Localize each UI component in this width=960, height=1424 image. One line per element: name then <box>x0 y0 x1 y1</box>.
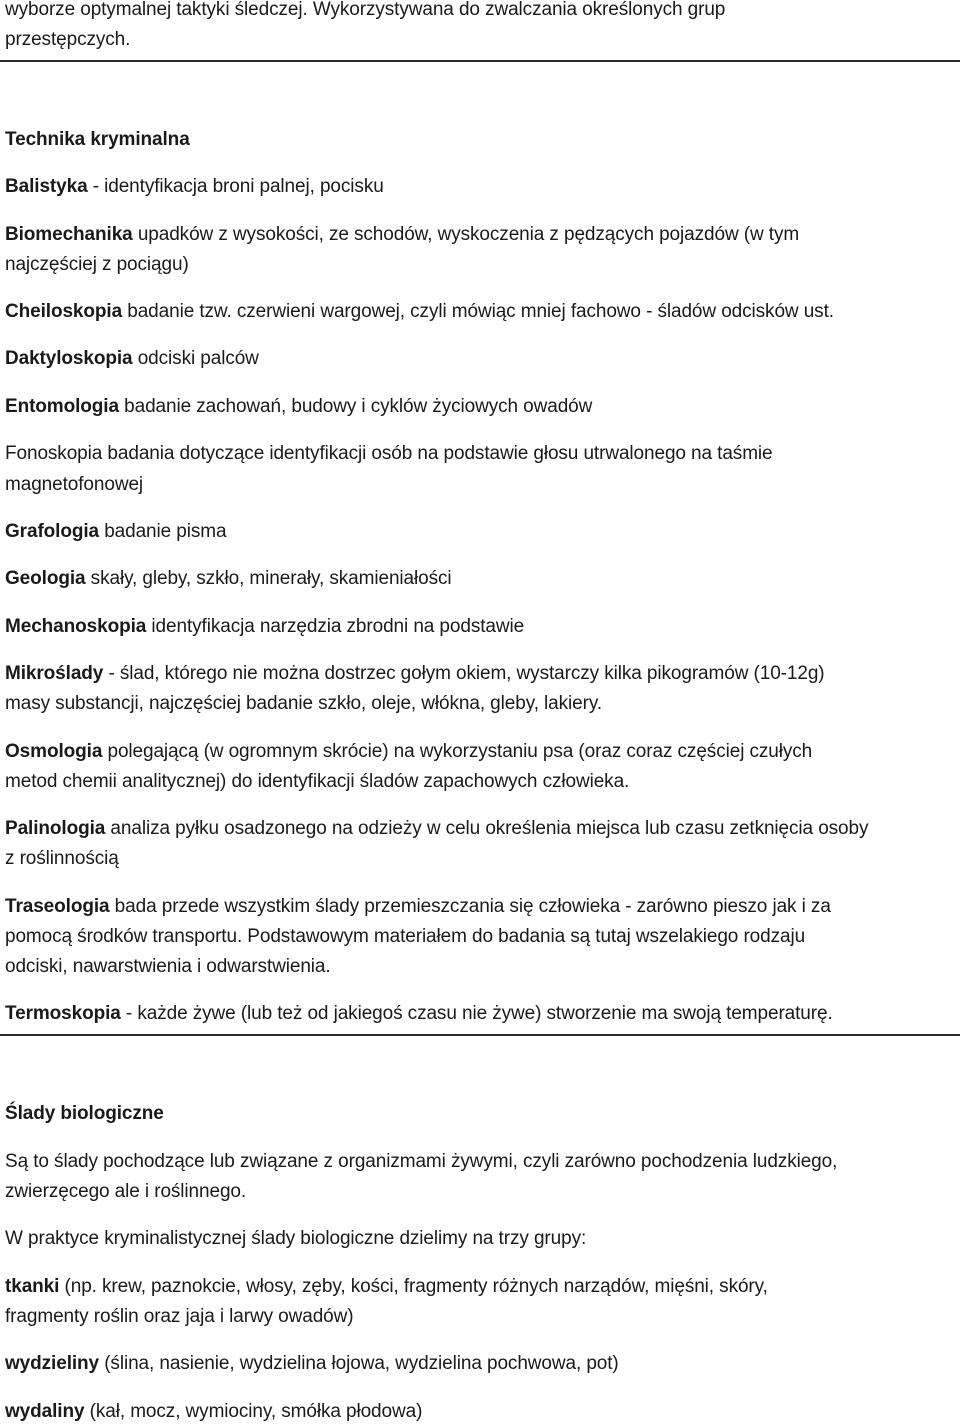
entry-biomechanika-cont: najczęściej z pociągu) <box>5 254 189 275</box>
entry-fonoskopia: Fonoskopia badania dotyczące identyfikacji osób na podstawie głosu utrwalonego na taśmie <box>5 443 773 464</box>
intro-line-1: wyborze optymalnej taktyki śledczej. Wykorzystywana do zwalczania określonych grup <box>5 0 726 20</box>
entry-biomechanika: Biomechanika upadków z wysokości, ze schodów, wyskoczenia z pędzących pojazdów (w tym <box>5 224 800 245</box>
section-divider-bottom <box>0 1034 960 1036</box>
group-wydaliny: wydaliny (kał, mocz, wymiociny, smółka płodowa) <box>5 1401 423 1422</box>
group-tkanki: tkanki (np. krew, paznokcie, włosy, zęby, kości, fragmenty różnych narządów, mięśni, skóry, <box>5 1276 768 1297</box>
entry-traseologia-cont-1: pomocą środków transportu. Podstawowym materiałem do badania są tutaj wszelakiego rodzaju <box>5 926 806 947</box>
slady-paragraph-1: Są to ślady pochodzące lub związane z organizmami żywymi, czyli zarówno pochodzenia ludzkiego, <box>5 1151 838 1172</box>
entry-termoskopia: Termoskopia - każde żywe (lub też od jakiegoś czasu nie żywe) stworzenie ma swoją temperaturę. <box>5 1003 833 1024</box>
intro-line-2: przestępczych. <box>5 29 131 50</box>
entry-cheiloskopia: Cheiloskopia badanie tzw. czerwieni wargowej, czyli mówiąc mniej fachowo - śladów odcisków ust. <box>5 301 834 322</box>
entry-fonoskopia-cont: magnetofonowej <box>5 474 144 495</box>
entry-entomologia: Entomologia badanie zachowań, budowy i cyklów życiowych owadów <box>5 396 593 417</box>
entry-mikroslady-cont: masy substancji, najczęściej badanie szkło, oleje, włókna, gleby, lakiery. <box>5 693 603 714</box>
entry-traseologia: Traseologia bada przede wszystkim ślady przemieszczania się człowieka - zarówno pieszo jak i za <box>5 896 831 917</box>
slady-paragraph-2: W praktyce kryminalistycznej ślady biologiczne dzielimy na trzy grupy: <box>5 1228 587 1249</box>
section-heading-slady: Ślady biologiczne <box>5 1103 164 1124</box>
group-tkanki-cont: fragmenty roślin oraz jaja i larwy owadów) <box>5 1306 354 1327</box>
entry-osmologia: Osmologia polegającą (w ogromnym skrócie) na wykorzystaniu psa (oraz coraz częściej czułych <box>5 741 813 762</box>
section-heading-technika: Technika kryminalna <box>5 129 190 150</box>
entry-palinologia-cont: z roślinnością <box>5 848 119 869</box>
entry-geologia: Geologia skały, gleby, szkło, minerały, skamieniałości <box>5 568 452 589</box>
slady-paragraph-1-cont: zwierzęcego ale i roślinnego. <box>5 1181 247 1202</box>
entry-traseologia-cont-2: odciski, nawarstwienia i odwarstwienia. <box>5 956 331 977</box>
entry-daktyloskopia: Daktyloskopia odciski palców <box>5 348 259 369</box>
entry-palinologia: Palinologia analiza pyłku osadzonego na odzieży w celu określenia miejsca lub czasu zetknięcia osoby <box>5 818 869 839</box>
section-divider-top <box>0 60 960 62</box>
group-wydzieliny: wydzieliny (ślina, nasienie, wydzielina łojowa, wydzielina pochwowa, pot) <box>5 1353 619 1374</box>
entry-grafologia: Grafologia badanie pisma <box>5 521 227 542</box>
entry-mikroslady: Mikroślady - ślad, którego nie można dostrzec gołym okiem, wystarczy kilka pikogramów (10-12g) <box>5 663 825 684</box>
entry-mechanoskopia: Mechanoskopia identyfikacja narzędzia zbrodni na podstawie <box>5 616 525 637</box>
entry-balistyka: Balistyka - identyfikacja broni palnej, pocisku <box>5 176 384 197</box>
entry-osmologia-cont: metod chemii analitycznej) do identyfikacji śladów zapachowych człowieka. <box>5 771 630 792</box>
